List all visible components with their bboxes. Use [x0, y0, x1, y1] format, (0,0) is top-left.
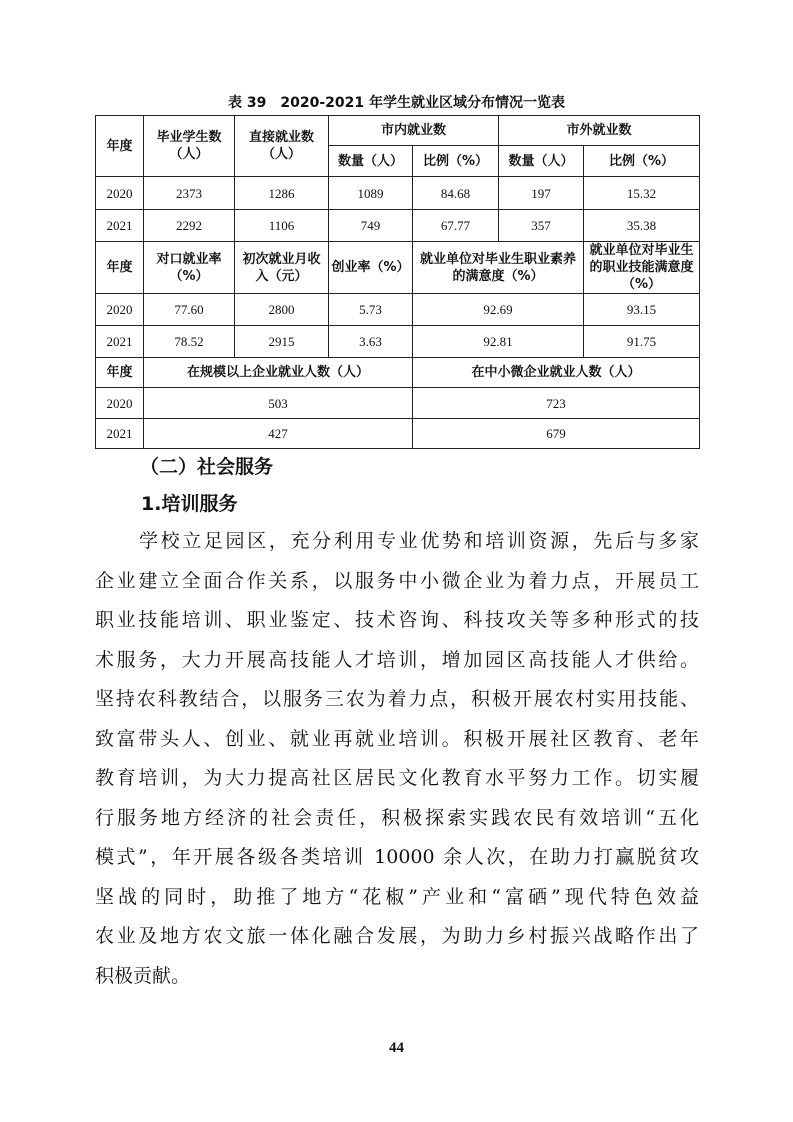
cell-year: 2021 — [96, 419, 144, 449]
paragraph-line: 模式”，年开展各级各类培训 10000 余人次，在助力打赢脱贫攻 — [95, 846, 699, 868]
header-first-income: 初次就业月收入（元） — [235, 242, 329, 294]
header-local-employment: 市内就业数 — [329, 116, 499, 146]
paragraph-line: 企业建立全面合作关系，以服务中小微企业为着力点，开展员工 — [95, 569, 699, 592]
cell-income: 2915 — [235, 326, 329, 358]
cell-startup: 3.63 — [329, 326, 413, 358]
cell-income: 2800 — [235, 294, 329, 326]
paragraph-line: 行服务地方经济的社会责任，积极探索实践农民有效培训“五化 — [95, 806, 699, 829]
header-large-enterprise: 在规模以上企业就业人数（人） — [144, 358, 413, 388]
cell-satisfaction-quality: 92.69 — [413, 294, 584, 326]
cell-year: 2020 — [96, 388, 144, 419]
header-small-enterprise: 在中小微企业就业人数（人） — [413, 358, 700, 388]
table-row — [96, 177, 700, 210]
table-row — [96, 210, 700, 242]
paragraph-line: 坚持农科教结合，以服务三农为着力点，积极开展农村实用技能、 — [95, 688, 699, 710]
cell-outside-count: 197 — [499, 177, 584, 210]
header-match-rate: 对口就业率（%） — [144, 242, 235, 294]
cell-local-ratio: 84.68 — [413, 177, 499, 210]
cell-match-rate: 78.52 — [144, 326, 235, 358]
cell-small-enterprise: 723 — [413, 388, 700, 419]
paragraph-line: 坚战的同时，助推了地方“花椒”产业和“富硒”现代特色效益 — [95, 885, 699, 908]
paragraph-line: 术服务，大力开展高技能人才培训，增加园区高技能人才供给。 — [95, 648, 699, 671]
cell-small-enterprise: 679 — [413, 419, 700, 449]
header-direct-employment: 直接就业数（人） — [235, 116, 329, 177]
header-year: 年度 — [96, 242, 144, 294]
cell-graduates: 2373 — [144, 177, 235, 210]
cell-local-count: 749 — [329, 210, 413, 242]
header-local-count: 数量（人） — [329, 146, 413, 177]
cell-outside-count: 357 — [499, 210, 584, 242]
body-paragraph — [95, 522, 699, 996]
paragraph-line: 职业技能培训、职业鉴定、技术咨询、科技攻关等多种形式的技 — [95, 609, 699, 631]
paragraph-line: 学校立足园区，充分利用专业优势和培训资源，先后与多家 — [139, 530, 699, 552]
table-caption: 表 39 2020-2021 年学生就业区域分布情况一览表 — [228, 95, 565, 111]
table-row — [96, 326, 700, 358]
cell-year: 2020 — [96, 294, 144, 326]
cell-year: 2021 — [96, 210, 144, 242]
sub-heading: 1.培训服务 — [141, 493, 238, 515]
cell-local-count: 1089 — [329, 177, 413, 210]
header-year: 年度 — [96, 358, 144, 388]
cell-satisfaction-skill: 91.75 — [584, 326, 700, 358]
cell-graduates: 2292 — [144, 210, 235, 242]
header-satisfaction-skill: 就业单位对毕业生的职业技能满意度（%） — [584, 242, 700, 294]
employment-table — [95, 115, 700, 449]
header-local-ratio: 比例（%） — [413, 146, 499, 177]
cell-year: 2020 — [96, 177, 144, 210]
page-number: 44 — [389, 1040, 404, 1056]
table-row — [96, 419, 700, 449]
header-graduates: 毕业学生数（人） — [144, 116, 235, 177]
paragraph-line: 农业及地方农文旅一体化融合发展，为助力乡村振兴战略作出了 — [95, 925, 699, 947]
cell-large-enterprise: 427 — [144, 419, 413, 449]
cell-local-ratio: 67.77 — [413, 210, 499, 242]
header-outside-ratio: 比例（%） — [584, 146, 700, 177]
paragraph-line: 教育培训，为大力提高社区居民文化教育水平努力工作。切实履 — [95, 767, 699, 789]
header-satisfaction-quality: 就业单位对毕业生职业素养的满意度（%） — [413, 242, 584, 294]
cell-direct: 1286 — [235, 177, 329, 210]
header-outside-employment: 市外就业数 — [499, 116, 700, 146]
paragraph-line: 致富带头人、创业、就业再就业培训。积极开展社区教育、老年 — [95, 727, 699, 750]
cell-satisfaction-skill: 93.15 — [584, 294, 700, 326]
cell-satisfaction-quality: 92.81 — [413, 326, 584, 358]
cell-match-rate: 77.60 — [144, 294, 235, 326]
table-row — [96, 294, 700, 326]
cell-outside-ratio: 35.38 — [584, 210, 700, 242]
header-year: 年度 — [96, 116, 144, 177]
section-heading: （二）社会服务 — [140, 456, 274, 478]
header-outside-count: 数量（人） — [499, 146, 584, 177]
table-row — [96, 388, 700, 419]
paragraph-line: 积极贡献。 — [95, 964, 191, 987]
cell-year: 2021 — [96, 326, 144, 358]
cell-direct: 1106 — [235, 210, 329, 242]
cell-outside-ratio: 15.32 — [584, 177, 700, 210]
cell-large-enterprise: 503 — [144, 388, 413, 419]
cell-startup: 5.73 — [329, 294, 413, 326]
header-startup-rate: 创业率（%） — [329, 242, 413, 294]
